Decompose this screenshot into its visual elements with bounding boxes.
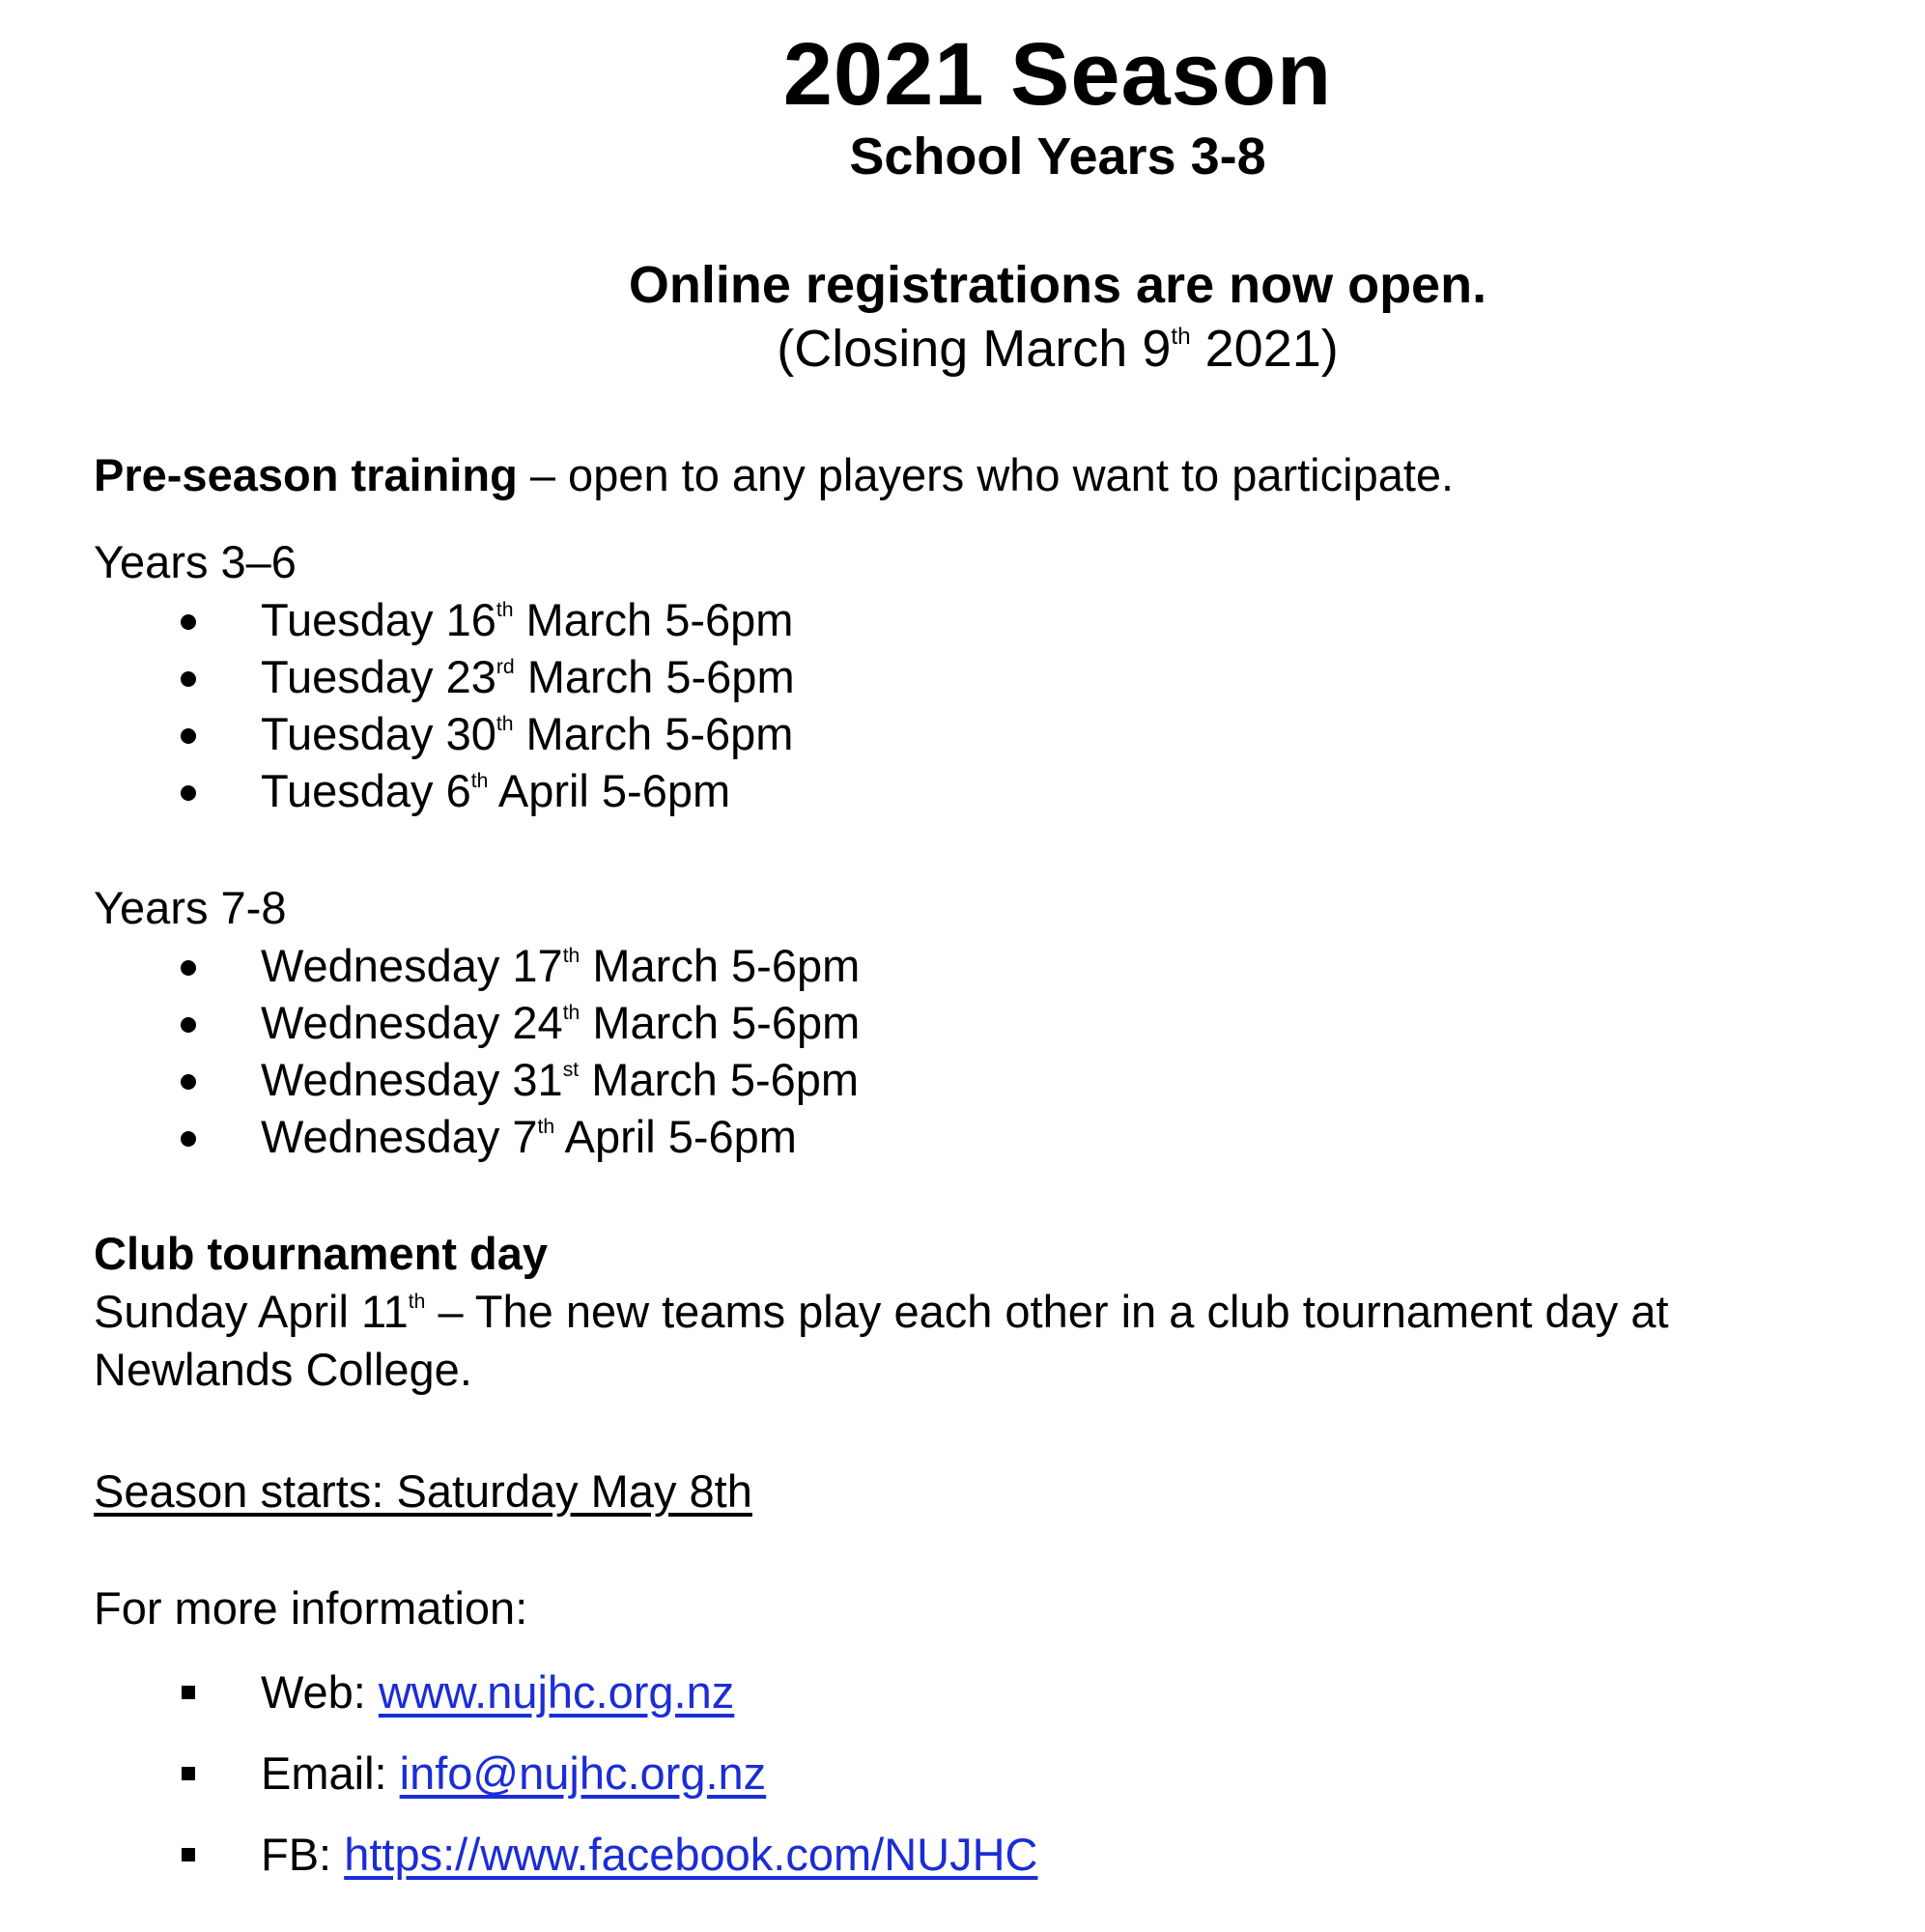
- page-subtitle: School Years 3-8: [849, 128, 1266, 185]
- bullet-icon: [181, 1131, 196, 1147]
- bullet-icon: [181, 614, 196, 630]
- tournament-venue: Newlands College.: [94, 1344, 472, 1395]
- list-item: Wednesday 31st March 5-6pm: [261, 1054, 860, 1105]
- facebook-link[interactable]: https://www.facebook.com/NUJHC: [344, 1829, 1038, 1880]
- years-7-8-label: Years 7-8: [94, 882, 287, 933]
- contact-web: Web: www.nujhc.org.nz: [261, 1666, 735, 1718]
- preseason-description: – open to any players who want to participate.: [517, 449, 1455, 500]
- tournament-description: Sunday April 11th – The new teams play each other in a club tournament day at: [94, 1286, 1669, 1337]
- bullet-icon: [181, 1074, 196, 1090]
- preseason-paragraph: [94, 446, 1454, 504]
- registration-notice: Online registrations are now open.: [628, 256, 1487, 314]
- bullet-icon: [181, 1017, 196, 1033]
- contact-email: Email: info@nujhc.org.nz: [261, 1747, 767, 1799]
- tournament-heading: Club tournament day: [94, 1228, 549, 1279]
- list-item: Wednesday 24th March 5-6pm: [261, 997, 861, 1048]
- square-bullet-icon: [182, 1686, 195, 1699]
- closing-date: (Closing March 9th 2021): [777, 320, 1339, 378]
- web-link[interactable]: www.nujhc.org.nz: [378, 1666, 735, 1718]
- list-item: Tuesday 30th March 5-6pm: [261, 708, 794, 759]
- list-item: Wednesday 17th March 5-6pm: [261, 940, 861, 991]
- square-bullet-icon: [182, 1848, 195, 1861]
- list-item: Tuesday 23rd March 5-6pm: [261, 651, 795, 702]
- years-3-6-label: Years 3–6: [94, 536, 297, 587]
- season-start: Season starts: Saturday May 8th: [94, 1465, 752, 1517]
- email-link[interactable]: info@nujhc.org.nz: [399, 1747, 767, 1799]
- bullet-icon: [181, 671, 196, 687]
- page-title: 2021 Season: [782, 25, 1333, 124]
- preseason-heading: Pre-season training: [94, 449, 518, 500]
- bullet-icon: [181, 728, 196, 744]
- list-item: Wednesday 7th April 5-6pm: [261, 1111, 797, 1162]
- contact-facebook: FB: https://www.facebook.com/NUJHC: [261, 1829, 1038, 1880]
- square-bullet-icon: [182, 1767, 195, 1780]
- bullet-icon: [181, 960, 196, 976]
- list-item: Tuesday 16th March 5-6pm: [261, 594, 794, 645]
- bullet-icon: [181, 785, 196, 801]
- more-info-heading: For more information:: [94, 1582, 528, 1634]
- list-item: Tuesday 6th April 5-6pm: [261, 765, 731, 816]
